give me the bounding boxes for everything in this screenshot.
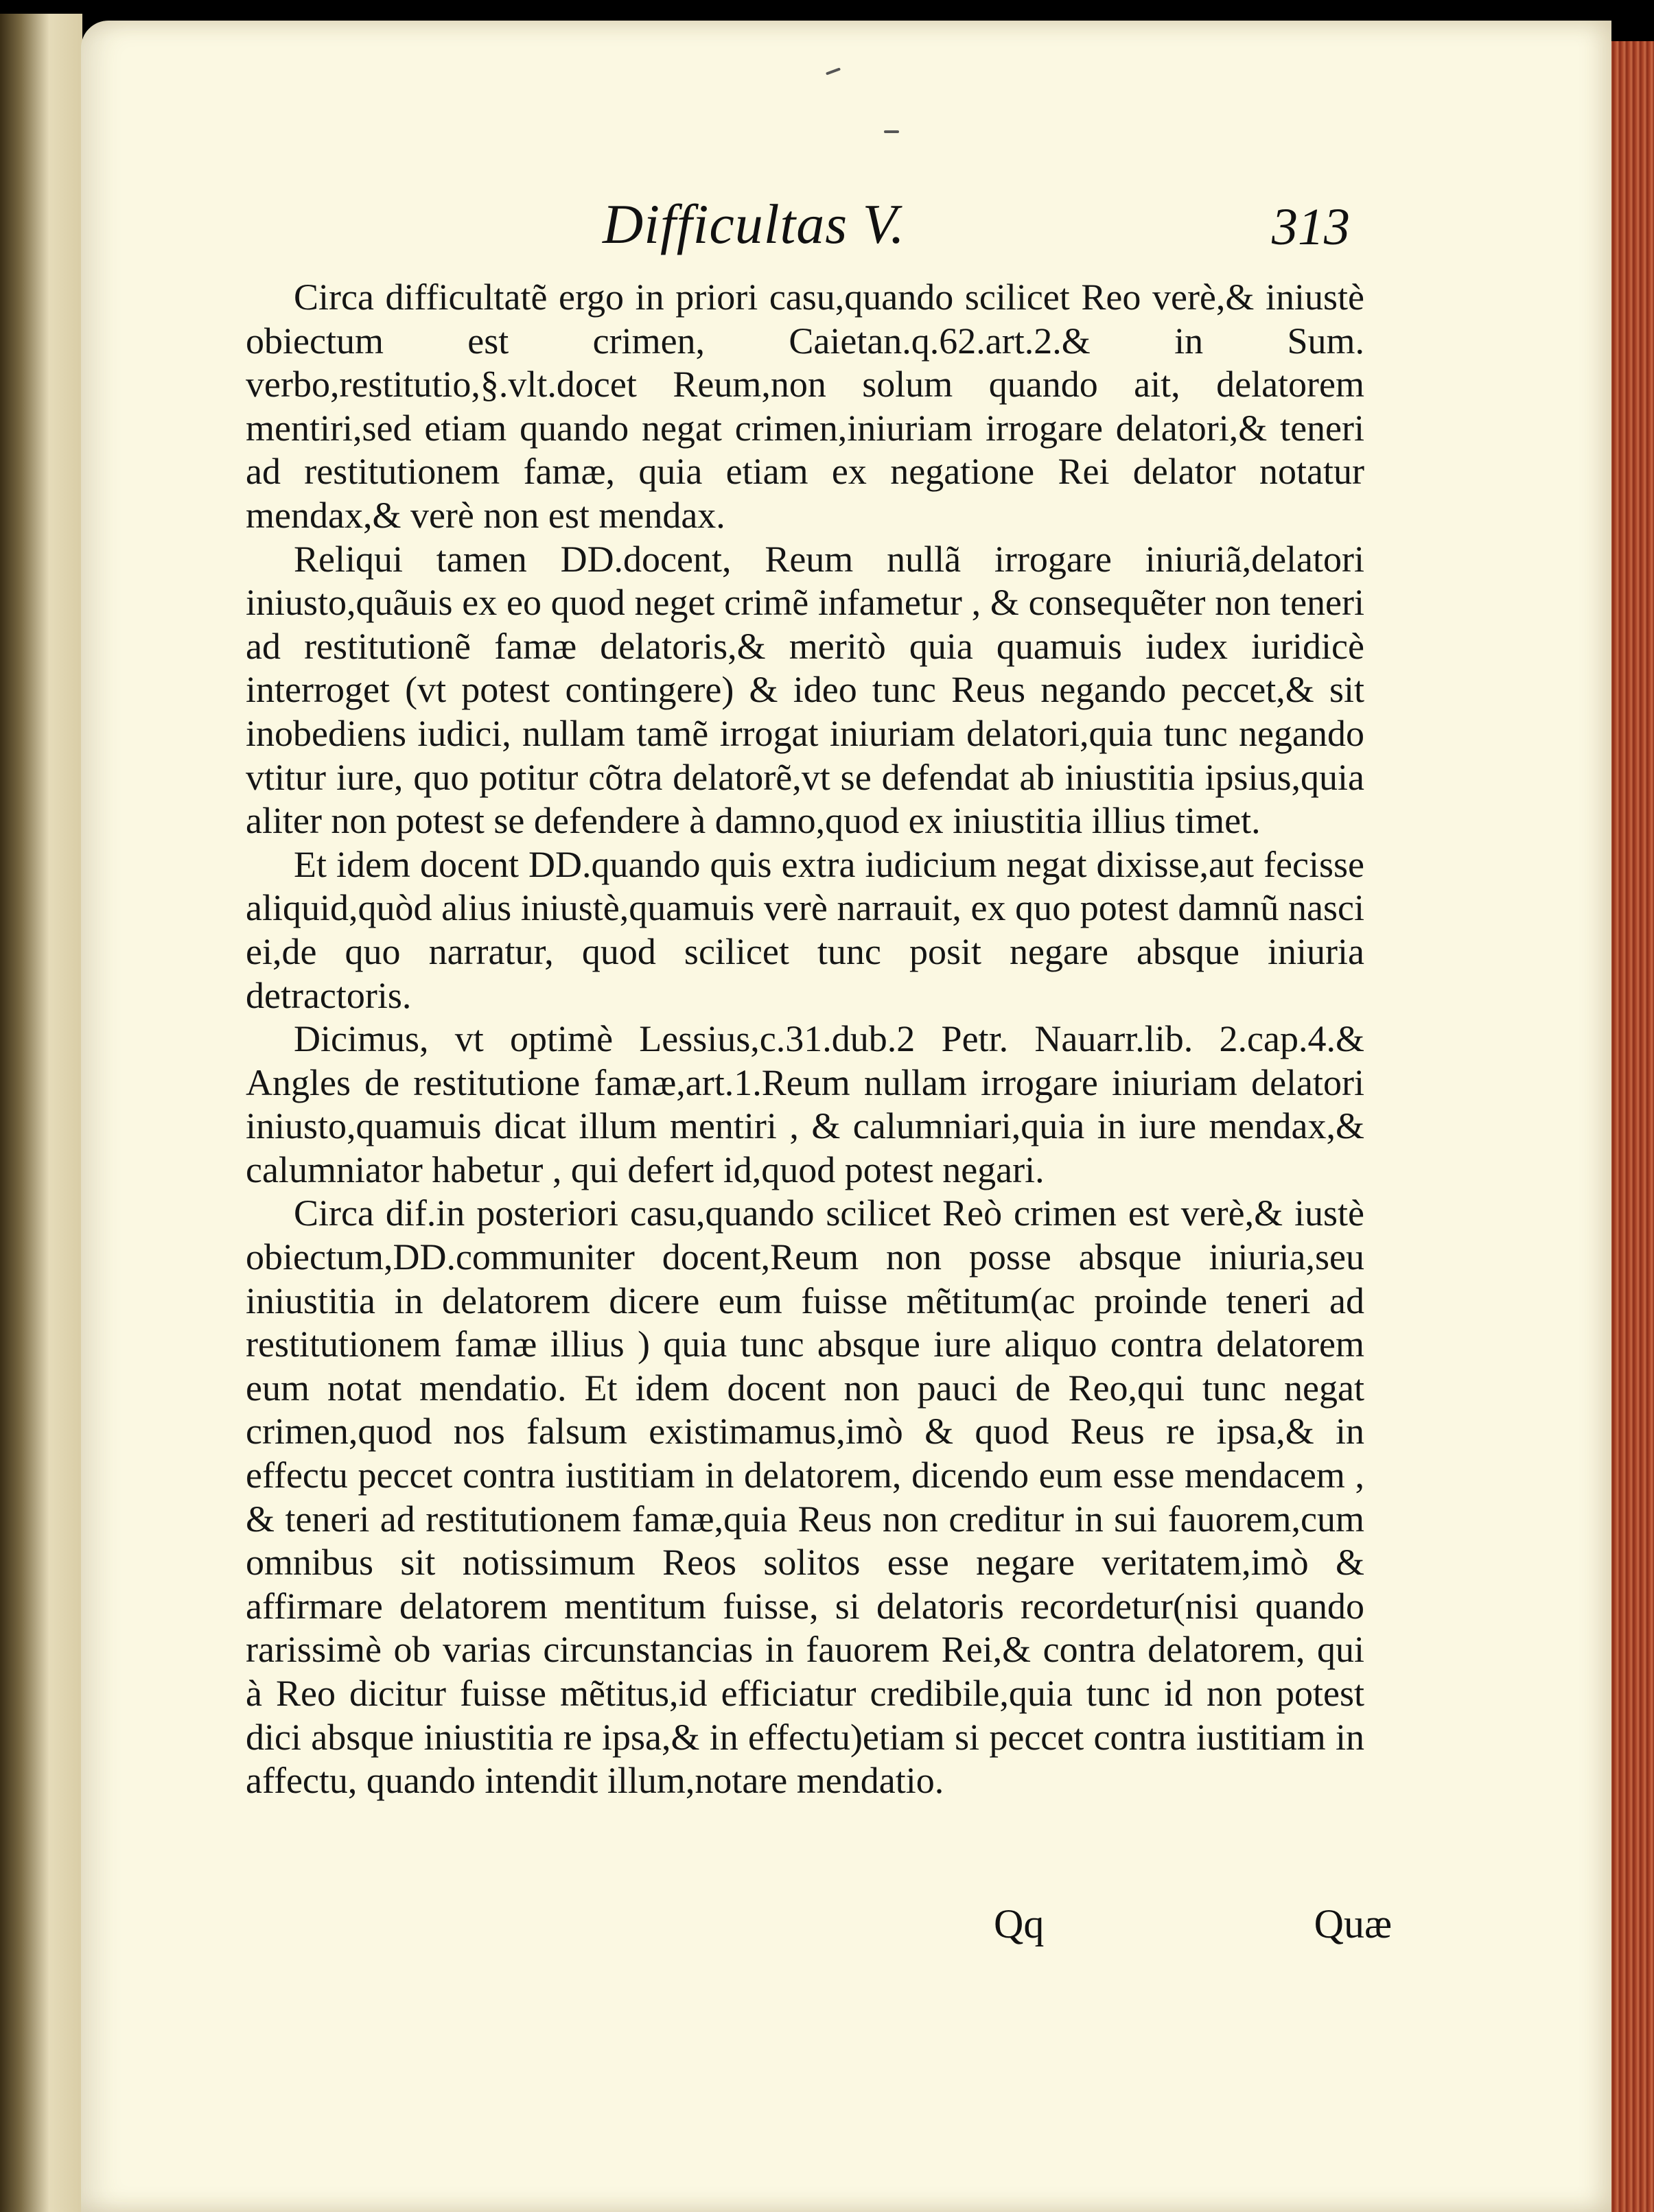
paragraph-5: Circa dif.in posteriori casu,quando scilicet Reò crimen est verè,& iustè obiectum,DD.communiter docent,Reum non posse absque iniuria,seu iniustitia in delatorem dicere eum fuisse mẽtitum(ac proinde teneri ad restitutionem famæ illius ) quia tunc absque iure aliquo contra delatorem eum notat mendatio. Et idem docent non pauci de Reo,qui tunc negat crimen,quod nos falsum existimamus,imò & quod Reus re ipsa,& in effectu peccet contra iustitiam in delatorem, dicendo eum esse mendacem , & teneri ad restitutionem famæ,quia Reus non creditur in sui fauorem,cum omnibus sit notissimum Reos solitos esse negare veritatem,imò & affirmare delatorem mentitum fuisse, si delatoris recordetur(nisi quando rarissimè ob varias circunstancias in fauorem Rei,& contra delatorem, qui à Reo dicitur fuisse mẽtitus,id efficiatur credibile,quia tunc id non potest dici absque iniustitia re ipsa,& in effectu)etiam si peccet contra iustitiam in affectu, quando intendit illum,notare mendatio. bbox=[246, 1192, 1364, 1802]
paragraph-1: Circa difficultatẽ ergo in priori casu,quando scilicet Reo verè,& iniustè obiectum est crimen, Caietan.q.62.art.2.& in Sum. verbo,restitutio,§.vlt.docet Reum,non solum quando ait, delatorem mentiri,sed etiam quando negat crimen,iniuriam irrogare delatori,& teneri ad restitutionem famæ, quia etiam ex negatione Rei delator notatur mendax,& verè non est mendax. bbox=[246, 276, 1364, 536]
book-spine-edge bbox=[0, 14, 82, 2212]
catchword: Quæ bbox=[1314, 1901, 1392, 1946]
paragraph-2: Reliqui tamen DD.docent, Reum nullã irrogare iniuriã,delatori iniusto,quãuis ex eo quod neget crimẽ infametur , & consequẽter non teneri ad restitutionẽ famæ delatoris,& meritò quia quamuis iudex iuridicè interroget (vt potest contingere) & ideo tunc Reus negando peccet,& sit inobediens iudici, nullam tamẽ irrogat iniuriam delatori,quia tunc negando vtitur iure, quo potitur cõtra delatorẽ,vt se defendat ab iniustitia ipsius,quia aliter non potest se defendere à damno,quod ex iniustitia illius timet. bbox=[246, 538, 1364, 842]
ink-speck bbox=[884, 130, 899, 133]
book-page bbox=[81, 21, 1611, 2212]
page-number: 313 bbox=[1272, 198, 1350, 256]
page-footer bbox=[953, 1901, 1392, 1962]
paragraph-4: Dicimus, vt optimè Lessius,c.31.dub.2 Petr. Nauarr.lib. 2.cap.4.& Angles de restitutione famæ,art.1.Reum nullam irrogare iniuriam delatori iniusto,quamuis dicat illum mentiri , & calumniari,quia in iure mendax,& calumniator habetur , qui defert id,quod potest negari. bbox=[246, 1018, 1364, 1190]
ink-speck bbox=[826, 67, 841, 75]
paragraph-3: Et idem docent DD.quando quis extra iudicium negat dixisse,aut fecisse aliquid,quòd alius iniustè,quamuis verè narrauit, ex quo potest damnũ nasci ei,de quo narratur, quod scilicet tunc posit negare absque iniuria detractoris. bbox=[246, 843, 1364, 1016]
body-text bbox=[246, 276, 1364, 1803]
running-title: Difficultas V. bbox=[603, 193, 905, 255]
signature-mark: Qq bbox=[994, 1901, 1045, 1946]
